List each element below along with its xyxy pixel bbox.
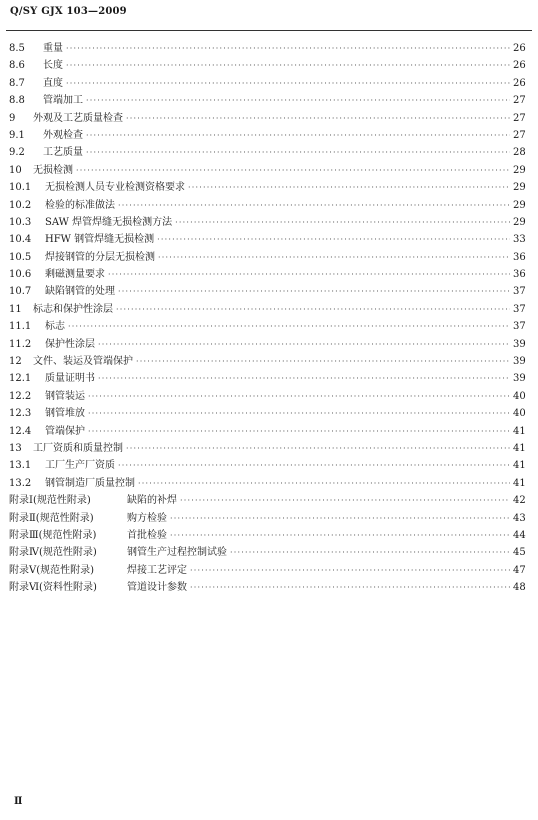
toc-entry-title: 质量证明书 [45, 373, 95, 385]
toc-entry[interactable] [9, 162, 525, 179]
toc-entry-page: 29 [513, 164, 526, 176]
toc-entry-page: 39 [513, 338, 526, 350]
toc-leader-dots [230, 544, 510, 561]
toc-entry-number: 8.5 [9, 43, 25, 54]
toc-entry-number: 10.2 [9, 199, 32, 211]
toc-entry-title: 文件、装运及管端保护 [33, 356, 133, 368]
toc-entry-page: 44 [513, 529, 526, 541]
toc-entry-page: 45 [513, 547, 526, 559]
table-of-contents [9, 40, 525, 597]
toc-entry-page: 27 [513, 95, 526, 107]
toc-leader-dots [108, 266, 510, 283]
toc-entry-number: 8.7 [9, 77, 25, 89]
toc-entry-number: 12.3 [9, 408, 32, 420]
toc-entry[interactable] [9, 249, 525, 266]
page-number: Ⅱ [14, 796, 23, 807]
toc-entry-number: 12.4 [9, 425, 32, 437]
toc-entry[interactable] [9, 197, 525, 214]
toc-entry-page: 29 [513, 216, 526, 228]
toc-entry-number: 11.2 [9, 338, 32, 350]
toc-entry[interactable] [9, 353, 525, 370]
toc-entry[interactable] [9, 266, 525, 283]
toc-entry-title: 购方检验 [127, 512, 167, 524]
toc-entry-number: 12 [9, 356, 22, 368]
toc-entry[interactable] [9, 214, 525, 231]
toc-entry-title: 管端保护 [45, 425, 85, 437]
toc-entry-title: 钢管装运 [45, 390, 85, 402]
toc-entry-title: 外观及工艺质量检查 [33, 112, 123, 124]
toc-entry[interactable] [9, 492, 525, 509]
toc-leader-dots [76, 162, 510, 179]
toc-entry[interactable] [9, 510, 525, 527]
toc-leader-dots [86, 92, 510, 109]
toc-entry-page: 27 [513, 129, 526, 141]
toc-entry[interactable] [9, 388, 525, 405]
toc-entry-page: 43 [513, 512, 526, 524]
toc-entry-title: 钢管制造厂质量控制 [45, 477, 135, 489]
toc-entry-page: 26 [513, 43, 526, 54]
toc-leader-dots [98, 370, 510, 387]
toc-entry-page: 47 [513, 564, 526, 576]
toc-entry-title: 无损检测人员专业检测资格要求 [45, 182, 185, 194]
toc-entry-number: 附录Ⅵ(资料性附录) [9, 582, 97, 594]
toc-entry-page: 41 [513, 425, 526, 437]
toc-entry-page: 42 [513, 495, 526, 507]
toc-entry-title: 缺陷的补焊 [127, 495, 177, 507]
toc-leader-dots [188, 179, 510, 196]
toc-entry-page: 40 [513, 408, 526, 420]
toc-entry-page: 39 [513, 356, 526, 368]
toc-leader-dots [98, 336, 510, 353]
toc-leader-dots [88, 405, 510, 422]
toc-leader-dots [66, 40, 510, 57]
toc-entry-title: 剩磁测量要求 [45, 269, 105, 281]
toc-entry-page: 37 [513, 286, 526, 298]
toc-entry-title: 长度 [43, 60, 63, 72]
toc-entry[interactable] [9, 405, 525, 422]
toc-entry-number: 10.6 [9, 269, 32, 281]
toc-entry-number: 附录Ⅱ(规范性附录) [9, 512, 94, 524]
toc-entry-number: 10 [9, 164, 22, 176]
toc-entry-title: 管端加工 [43, 95, 83, 107]
toc-entry-page: 29 [513, 199, 526, 211]
toc-entry-number: 附录Ⅳ(规范性附录) [9, 547, 97, 559]
toc-entry-title: HFW 钢管焊缝无损检测 [45, 234, 155, 246]
toc-entry-page: 33 [513, 234, 526, 246]
toc-entry-number: 12.2 [9, 390, 32, 402]
toc-leader-dots [68, 318, 510, 335]
toc-leader-dots [190, 562, 510, 579]
toc-leader-dots [136, 353, 510, 370]
toc-entry-page: 26 [513, 77, 526, 89]
toc-entry[interactable] [9, 144, 525, 161]
toc-entry-title: 重量 [43, 43, 63, 54]
toc-leader-dots [170, 527, 510, 544]
toc-entry[interactable] [9, 527, 525, 544]
toc-entry-page: 48 [513, 582, 526, 594]
toc-entry-title: 焊接工艺评定 [127, 564, 187, 576]
toc-entry-number: 附录Ⅴ(规范性附录) [9, 564, 95, 576]
toc-entry-number: 12.1 [9, 373, 32, 385]
toc-entry-number: 8.8 [9, 95, 25, 107]
toc-entry-title: 工厂资质和质量控制 [33, 442, 123, 454]
toc-entry[interactable] [9, 57, 525, 74]
toc-entry-number: 9.2 [9, 147, 25, 159]
toc-entry-number: 10.5 [9, 251, 32, 263]
document-code: Q/SY GJX 103—2009 [10, 6, 127, 17]
toc-entry[interactable] [9, 283, 525, 300]
toc-leader-dots [180, 492, 510, 509]
toc-leader-dots [118, 283, 510, 300]
toc-entry-number: 8.6 [9, 60, 25, 72]
toc-entry-number: 13 [9, 442, 22, 454]
toc-leader-dots [175, 214, 510, 231]
toc-leader-dots [66, 57, 510, 74]
toc-leader-dots [118, 197, 510, 214]
toc-leader-dots [88, 423, 510, 440]
toc-entry-number: 10.1 [9, 182, 32, 194]
toc-entry-page: 37 [513, 303, 526, 315]
toc-entry[interactable] [9, 440, 525, 457]
toc-entry-page: 29 [513, 182, 526, 194]
toc-entry-number: 11.1 [9, 321, 32, 333]
toc-entry-number: 13.2 [9, 477, 32, 489]
toc-entry-number: 10.3 [9, 216, 32, 228]
toc-entry-title: 工艺质量 [43, 147, 83, 159]
toc-entry-page: 41 [513, 477, 526, 489]
toc-entry[interactable] [9, 423, 525, 440]
toc-entry-title: 保护性涂层 [45, 338, 95, 350]
toc-leader-dots [86, 144, 510, 161]
toc-entry-page: 37 [513, 321, 526, 333]
toc-entry[interactable] [9, 544, 525, 561]
toc-entry-page: 26 [513, 60, 526, 72]
toc-entry[interactable] [9, 75, 525, 92]
toc-entry-number: 10.4 [9, 234, 32, 246]
toc-entry[interactable] [9, 318, 525, 335]
toc-entry-title: 标志 [45, 321, 65, 333]
toc-entry[interactable] [9, 475, 525, 492]
toc-leader-dots [170, 510, 510, 527]
toc-entry-title: 管道设计参数 [127, 582, 187, 594]
toc-entry-title: SAW 焊管焊缝无损检测方法 [45, 216, 173, 228]
toc-entry-page: 41 [513, 460, 526, 472]
toc-leader-dots [158, 249, 510, 266]
toc-entry-number: 附录Ⅰ(规范性附录) [9, 495, 91, 507]
toc-entry-title: 钢管生产过程控制试验 [127, 547, 227, 559]
toc-entry-title: 焊接钢管的分层无损检测 [45, 251, 155, 263]
toc-leader-dots [126, 440, 510, 457]
toc-entry-title: 无损检测 [33, 164, 73, 176]
toc-entry[interactable] [9, 562, 525, 579]
toc-leader-dots [116, 301, 510, 318]
toc-leader-dots [88, 388, 510, 405]
toc-entry[interactable] [9, 579, 525, 596]
toc-entry[interactable] [9, 457, 525, 474]
toc-leader-dots [66, 75, 510, 92]
toc-entry[interactable] [9, 179, 525, 196]
toc-leader-dots [118, 457, 510, 474]
toc-entry-number: 13.1 [9, 460, 32, 472]
toc-entry[interactable] [9, 336, 525, 353]
toc-entry-page: 39 [513, 373, 526, 385]
toc-entry-title: 检验的标准做法 [45, 199, 115, 211]
toc-entry-page: 41 [513, 442, 526, 454]
toc-entry-page: 40 [513, 390, 526, 402]
toc-entry-number: 9.1 [9, 129, 25, 141]
toc-entry[interactable] [9, 127, 525, 144]
toc-entry-number: 附录Ⅲ(规范性附录) [9, 529, 97, 541]
toc-leader-dots [86, 127, 510, 144]
toc-entry[interactable] [9, 92, 525, 109]
toc-leader-dots [126, 110, 510, 127]
toc-entry-page: 28 [513, 147, 526, 159]
toc-entry-number: 9 [9, 112, 16, 124]
toc-leader-dots [138, 475, 510, 492]
toc-entry-page: 36 [513, 269, 526, 281]
toc-entry-page: 36 [513, 251, 526, 263]
toc-entry-number: 10.7 [9, 286, 32, 298]
toc-entry-title: 工厂生产厂资质 [45, 460, 115, 472]
toc-leader-dots [157, 231, 510, 248]
toc-entry-number: 11 [9, 303, 22, 315]
toc-entry-title: 直度 [43, 77, 63, 89]
toc-entry[interactable] [9, 40, 525, 57]
toc-entry-page: 27 [513, 112, 526, 124]
toc-entry-title: 首批检验 [127, 529, 167, 541]
header-rule [6, 30, 532, 31]
toc-entry[interactable] [9, 231, 525, 248]
toc-entry[interactable] [9, 370, 525, 387]
toc-entry-title: 标志和保护性涂层 [33, 303, 113, 315]
toc-entry-title: 钢管堆放 [45, 408, 85, 420]
toc-entry[interactable] [9, 110, 525, 127]
toc-entry-title: 外观检查 [43, 129, 83, 141]
toc-leader-dots [190, 579, 510, 596]
toc-entry-title: 缺陷钢管的处理 [45, 286, 115, 298]
toc-entry[interactable] [9, 301, 525, 318]
